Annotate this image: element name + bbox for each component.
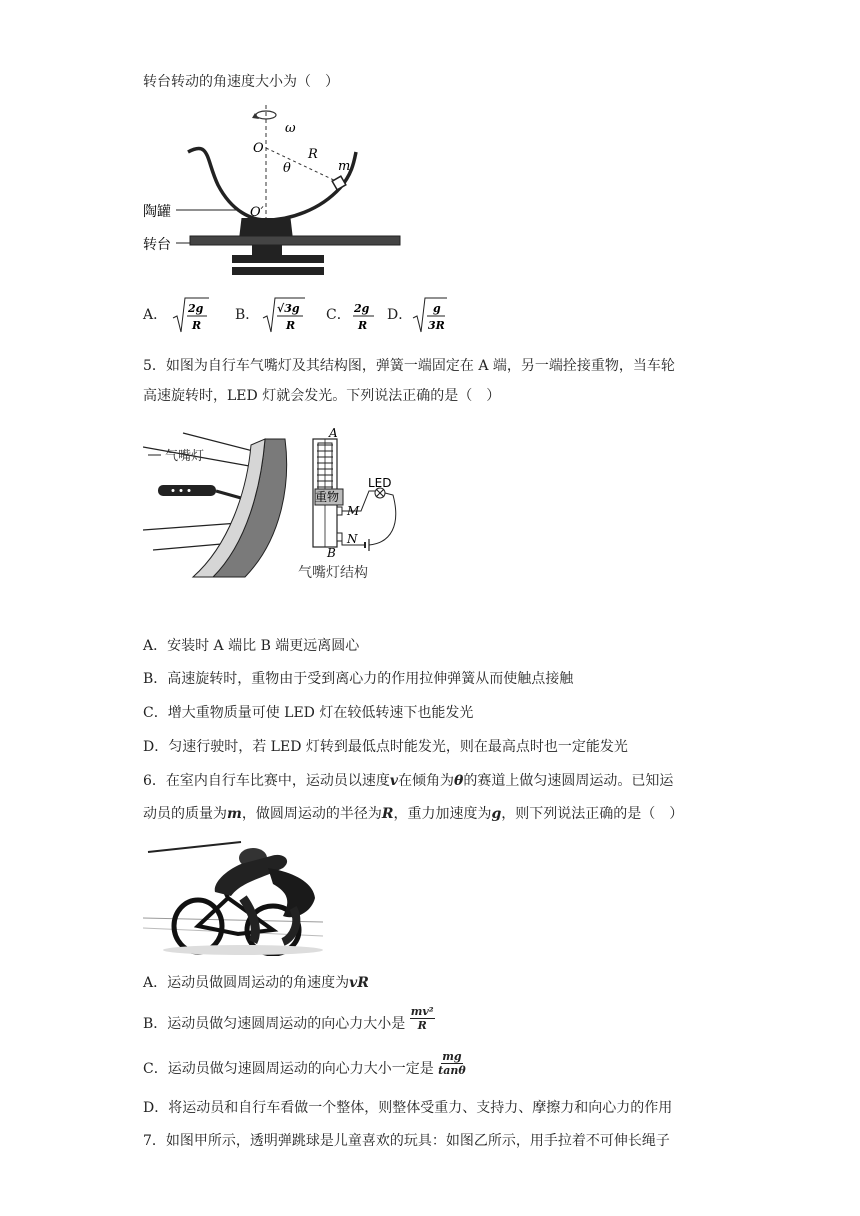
omega-label: ω [285,121,296,136]
v-symbol: v [389,773,399,789]
theta-symbol: θ [454,773,464,789]
weight-label: 重物 [315,490,340,504]
q5-option-d: D．匀速行驶时，若 LED 灯转到最低点时能发光，则在最高点时也一定能发光 [143,739,628,755]
valve-lamp-label: 气嘴灯 [165,449,205,464]
valve-lamp-figure [143,425,403,585]
r-symbol: R [381,806,394,822]
q4-option-a-formula [171,296,211,336]
q4-option-b: B． [235,307,260,323]
m-symbol: m [227,806,242,822]
turntable-label: 转台 [143,237,171,253]
pot-turntable-figure [140,100,420,285]
n-contact-label: N [347,532,358,546]
q6-option-b-formula: $\frac{\text{mv²}}{R}$ [410,1004,434,1032]
q4-option-a: A． [143,307,168,323]
q6-stem-line2: 动员的质量为m，做圆周运动的半径为R，重力加速度为g，则下列说法正确的是（ ） [143,806,684,822]
svg-text:R: R [192,319,202,332]
q6-option-b: B．运动员做匀速圆周运动的向心力大小是 $\frac{\text{mv²}}{R}$ [143,1004,434,1032]
b-label: B [327,546,336,560]
svg-text:g: g [433,302,441,315]
a-label: A [329,426,338,440]
o-label: O [253,141,264,156]
led-label: LED [368,476,392,490]
q4-tail-text: 转台转动的角速度大小为（ ） [143,74,339,90]
pot-label: 陶罐 [143,204,171,220]
cyclist-figure [143,838,328,956]
q4-option-c: C． [326,307,351,323]
q4-option-c-formula [352,296,378,336]
q5-stem-line1: 5．如图为自行车气嘴灯及其结构图，弹簧一端固定在 A 端，另一端拴接重物，当车轮 [143,358,675,374]
m-contact-label: M [347,504,360,518]
svg-text:R: R [358,319,368,332]
q5-stem-line2: 高速旋转时，LED 灯就会发光。下列说法正确的是（ ） [143,388,501,404]
o-prime-label: O′ [250,205,264,220]
q6-option-c-formula: $\frac{mg}{\tan\theta}$ [438,1049,466,1077]
theta-label: θ [283,161,291,176]
q6-stem-line1: 6．在室内自行车比赛中，运动员以速度v在倾角为θ的赛道上做匀速圆周运动。已知运 [143,773,674,789]
r-label: R [308,147,318,162]
svg-text:2g: 2g [188,302,204,315]
svg-text:√3g: √3g [277,302,300,315]
q5-option-c: C．增大重物质量可使 LED 灯在较低转速下也能发光 [143,705,474,721]
q5-option-b: B．高速旋转时，重物由于受到离心力的作用拉伸弹簧从而使触点接触 [143,671,574,687]
structure-caption: 气嘴灯结构 [298,565,368,581]
q4-option-d-formula [411,296,451,336]
q6-option-d: D．将运动员和自行车看做一个整体，则整体受重力、支持力、摩擦力和向心力的作用 [143,1100,673,1116]
q4-option-d: D． [387,307,413,323]
g-symbol: g [491,806,502,822]
svg-text:3R: 3R [428,319,445,332]
q7-stem-line1: 7．如图甲所示，透明弹跳球是儿童喜欢的玩具：如图乙所示，用手拉着不可伸长绳子 [143,1133,670,1149]
q5-option-a: A．安装时 A 端比 B 端更远离圆心 [143,638,360,654]
svg-text:R: R [286,319,296,332]
m-label: m [338,159,351,174]
q6-option-a: A．运动员做圆周运动的角速度为vR [143,975,369,991]
svg-text:2g: 2g [354,302,370,315]
q6-option-c: C．运动员做匀速圆周运动的向心力大小一定是 $\frac{mg}{\tan\theta}$ [143,1049,466,1077]
q4-option-b-formula [261,296,307,336]
